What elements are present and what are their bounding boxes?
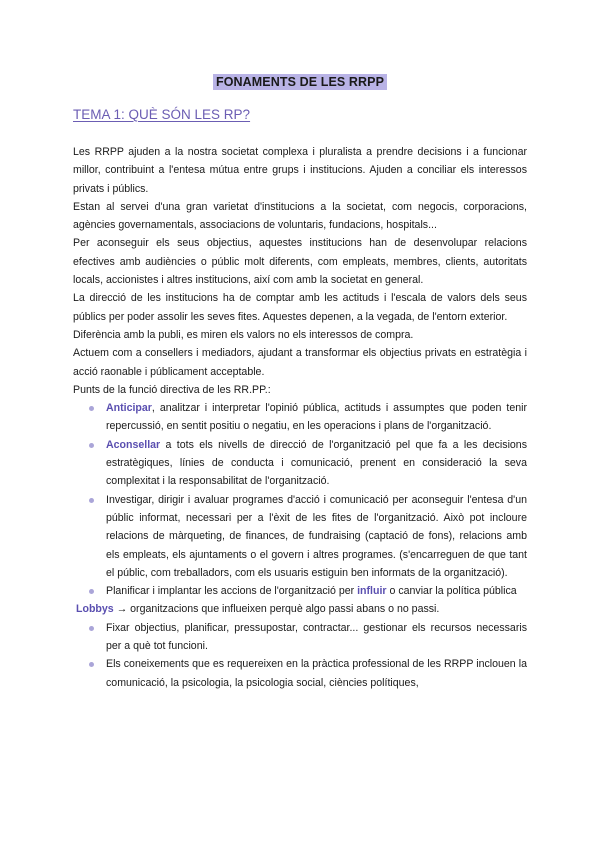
list-item <box>73 436 527 491</box>
bullet-dot-icon <box>89 662 94 667</box>
bullet-list <box>73 399 527 600</box>
list-item <box>73 655 527 692</box>
list-item <box>73 582 527 600</box>
list-item <box>73 399 527 436</box>
bullet-dot-icon <box>89 626 94 631</box>
document-title: FONAMENTS DE LES RRPP <box>213 74 387 90</box>
lobbys-line <box>73 600 527 618</box>
bullet-dot-icon <box>89 443 94 448</box>
list-item-text: o canviar la política pública <box>386 585 517 598</box>
paragraph: Punts de la funció directiva de les RR.PP.: <box>73 383 271 396</box>
list-item-text: Fixar objectius, planificar, pressupostar, contractar... gestionar els recursos necessaris per a què tot funcioni. <box>106 621 527 653</box>
list-item-text: , analitzar i interpretar l'opinió pública, actituds i assumptes que poden tenir repercussió, en sentit positiu o negatiu, en les operacions i plans de l'organització. <box>106 402 527 433</box>
list-item-text: a tots els nivells de direcció de l'organització pel que fa a les decisions estratègiques, línies de conducta i comunicació, prenent en consideració la seva complexitat i la responsabilitat de l'organització. <box>106 438 527 488</box>
bullet-dot-icon <box>89 589 94 594</box>
list-item <box>73 491 527 582</box>
list-item <box>73 619 527 656</box>
keyword: influir <box>357 585 387 598</box>
bullet-dot-icon <box>89 406 94 411</box>
keyword: Aconsellar <box>106 438 161 451</box>
bullet-list <box>73 619 527 692</box>
paragraph: Les RRPP ajuden a la nostra societat complexa i pluralista a prendre decisions i a funcionar millor, contribuint a l'entesa mútua entre grups i institucions. Ajuden a conciliar els interessos privats i públics. <box>73 146 527 195</box>
paragraph: La direcció de les institucions ha de comptar amb les actituds i l'escala de valors dels seus públics per poder assolir les seves fites. Aquestes depenen, a la vegada, de l'entorn exterior. <box>73 292 527 323</box>
paragraph: Actuem com a consellers i mediadors, ajudant a transformar els objectius privats en estratègia i acció raonable i públicament acceptable. <box>73 347 527 378</box>
lobbys-text: → organitzacions que influeixen perquè algo passi abans o no passi. <box>113 603 440 616</box>
paragraph: Estan al servei d'una gran varietat d'institucions a la societat, com negocis, corporacions, agències governamentals, associacions de voluntaris, fundacions, hospitals... <box>73 200 527 232</box>
keyword: Anticipar <box>106 402 152 415</box>
list-item-text: Els coneixements que es requereixen en la pràctica professional de les RRPP inclouen la comunicació, la psicologia, la psicologia social, ciències polítiques, <box>106 658 527 689</box>
list-item-text: Planificar i implantar les accions de l'organització per <box>106 585 358 598</box>
paragraph: Diferència amb la publi, es miren els valors no els interessos de compra. <box>73 328 414 341</box>
section-heading: TEMA 1: QUÈ SÓN LES RP? <box>73 107 251 122</box>
bullet-dot-icon <box>89 498 94 503</box>
document-body <box>73 143 527 692</box>
keyword: Lobbys <box>76 603 114 616</box>
list-item-text: Investigar, dirigir i avaluar programes d'acció i comunicació per aconseguir l'entesa d'un públic informat, necessari per a l'èxit de les fites de l'organització. Això pot incloure relacions de màrqueting, de finances, de fundraising (captació de fons), relacions amb els empleats, els ajuntaments o el govern i altres programes. (s'encarreguen de que tant el públic, com treballadors, com els usuaris estiguin ben informats de la organització). <box>106 493 527 579</box>
paragraph: Per aconseguir els seus objectius, aquestes institucions han de desenvolupar relacions efectives amb audiències o públic molt diferents, com empleats, membres, clients, autoritats locals, accionistes i altres institucions, així com amb la societat en general. <box>73 237 527 287</box>
